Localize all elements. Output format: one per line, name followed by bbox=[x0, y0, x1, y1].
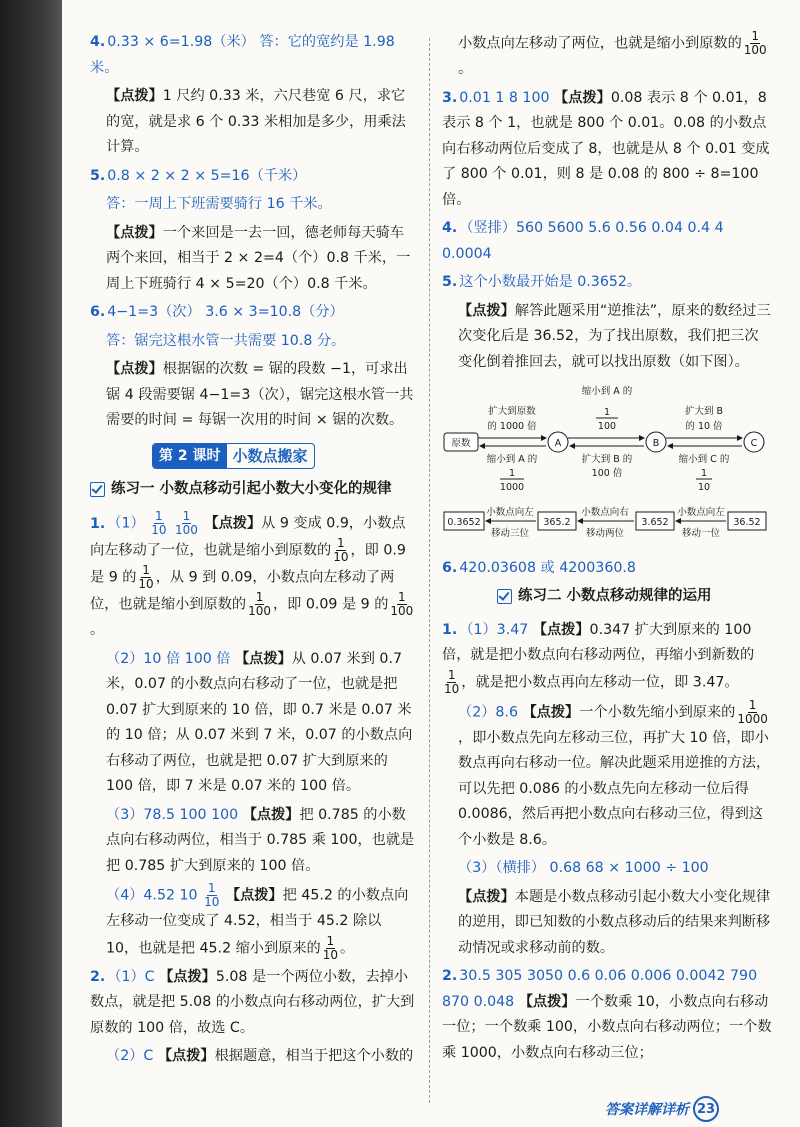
label-top-2-den: 100 bbox=[597, 421, 617, 432]
answer-4: 4. 0.33 × 6=1.98（米） 答：它的宽约是 1.98 米。 bbox=[90, 34, 395, 76]
ex1-answer-1-3: （3）78.5 100 100 【点拨】把 0.785 的小数点向右移动两位，相当于 0.785 乘 100，也就是把 0.785 扩大到原来的 100 倍。 bbox=[106, 806, 415, 874]
answer-6: 6. 4−1=3（次） 3.6 × 3=10.8（分） bbox=[90, 304, 344, 320]
fraction: $\frac{1}{100}$ bbox=[390, 590, 414, 618]
label-bot-1-den: 1000 bbox=[499, 482, 525, 493]
answer-5: 5. 0.8 × 2 × 2 × 5=16（千米） bbox=[90, 167, 307, 184]
label-top-3b: 的 10 倍 bbox=[685, 421, 723, 432]
label-bot-1: 缩小到 A 的 bbox=[486, 454, 538, 465]
label-top-3: 扩大到 B bbox=[684, 406, 724, 417]
fraction: $\frac{1}{100}$ bbox=[248, 590, 271, 618]
ex1-answer-2-1: 2. （1）C 【点拨】5.08 是一个两位小数，去掉小数点，就是把 5.08 的小数点向右移动两位，扩大到原数的 100 倍，故选 C。 bbox=[90, 968, 415, 1036]
exercise-2-heading: 练习二 小数点移动规律的运用 bbox=[497, 584, 772, 610]
book-binding-shadow bbox=[0, 0, 62, 1127]
svg-text:3.652: 3.652 bbox=[641, 517, 669, 528]
answer-5-sentence: 答：一周上下班需要骑行 16 千米。 bbox=[106, 196, 332, 212]
tip-4: 【点拨】1 尺约 0.33 米，六尺巷宽 6 尺，求它的宽，就是求 6 个 0.33 米相加是多少，用乘法计算。 bbox=[106, 88, 406, 155]
label-top-1b: 的 1000 倍 bbox=[487, 421, 537, 432]
svg-text:0.3652: 0.3652 bbox=[447, 517, 481, 528]
label-bot-3-num: 1 bbox=[700, 468, 708, 479]
answer-4: 4. （竖排）560 5600 5.6 0.56 0.04 0.4 4 0.0004 bbox=[442, 220, 724, 262]
fraction: $\frac{1}{10}$ bbox=[151, 509, 167, 537]
label-bot-3-den: 10 bbox=[697, 482, 711, 493]
fraction: $\frac{1}{10}$ bbox=[444, 667, 460, 696]
label-bot-2: 扩大到 B 的 bbox=[581, 454, 633, 465]
fraction: $\frac{1}{10}$ bbox=[138, 563, 154, 591]
lesson-tag: 第 2 课时 bbox=[153, 444, 227, 468]
node-c-label: C bbox=[750, 438, 758, 449]
footer-label: 答案详解详析 bbox=[605, 1102, 689, 1118]
tip-6: 【点拨】根据锯的次数 = 锯的段数 −1，可求出锯 4 段需要锯 4−1=3（次），锯完这根水管一共需要的时间 = 每锯一次用的时间 × 锯的次数。 bbox=[106, 361, 414, 428]
answer-3: 3. 0.01 1 8 100 【点拨】0.08 表示 8 个 0.01，8 表示 8 个 1，也就是 800 个 0.01。0.08 的小数点向右移动两位后变成了 8，也就是从 8 个 0.01 变成了 800 个 0.01，则 8 是 0.08 的 800 ÷ 8=100 倍。 bbox=[442, 89, 770, 208]
right-column bbox=[442, 30, 772, 1069]
page-footer bbox=[605, 1096, 719, 1122]
lesson-heading bbox=[152, 443, 315, 469]
fraction: $\frac{1}{10}$ bbox=[204, 881, 220, 909]
svg-text:移动三位: 移动三位 bbox=[490, 528, 530, 539]
answer-6-sentence: 答：锯完这根水管一共需要 10.8 分。 bbox=[106, 332, 346, 349]
inverse-reasoning-diagram bbox=[442, 384, 768, 542]
fraction: $\frac{1}{100}$ bbox=[174, 509, 198, 537]
svg-text:36.52: 36.52 bbox=[733, 517, 761, 528]
page-number: 23 bbox=[693, 1096, 719, 1122]
svg-text:365.2: 365.2 bbox=[543, 517, 571, 528]
label-top-2-num: 1 bbox=[603, 407, 611, 418]
answer-5: 5. 这个小数最开始是 0.3652。 bbox=[442, 274, 642, 290]
ex2-answer-2: 2. 30.5 305 3050 0.6 0.06 0.006 0.0042 790 870 0.048 【点拨】一个数乘 10，小数点向右移动一位；一个数乘 100，小数点向右移动两位；一个数乘 1000，小数点向右移动三位； bbox=[442, 968, 772, 1061]
ex2-answer-1-2: （2）8.6 【点拨】一个小数先缩小到原来的 $\frac{1}{1000}$ ，即小数点先向左移动三位，再扩大 10 倍，即小数点再向右移动一位。解决此题采用逆推的方法，可以先把 0.086 的小数点先向左移动一位后得 0.0086，然后再把小数点向右移动三位，得到这个小数是 8.6。 bbox=[458, 697, 771, 848]
ex2-tip-1-3: 【点拨】本题是小数点移动引起小数大小变化规律的逆用，即已知数的小数点移动后的结果来判断移动情况或求移动前的数。 bbox=[458, 888, 771, 956]
fraction: $\frac{1}{10}$ bbox=[333, 536, 349, 564]
lesson-title: 小数点搬家 bbox=[232, 446, 308, 465]
fraction: $\frac{1}{10}$ bbox=[322, 933, 339, 962]
svg-text:小数点向左: 小数点向左 bbox=[677, 507, 725, 518]
node-a-label: A bbox=[554, 438, 562, 449]
ex2-answer-1-3: （3）（横排） 0.68 68 × 1000 ÷ 100 bbox=[458, 860, 709, 876]
ex1-answer-1-2: （2）10 倍 100 倍 【点拨】从 0.07 米到 0.7 米，0.07 的小数点向右移动了一位，也就是把 0.07 扩大到原来的 10 倍，即 0.7 米是 0.07 米的 10 倍；从 0.07 米到 7 米，0.07 的小数点向右移动了两位，也就是把 0.07 扩大到原来的 100 倍，即 7 米是 0.07 米的 100 倍。 bbox=[106, 650, 413, 794]
label-bot-1-num: 1 bbox=[508, 468, 516, 479]
svg-text:小数点向右: 小数点向右 bbox=[581, 507, 629, 518]
fraction: $\frac{1}{100}$ bbox=[743, 29, 767, 57]
label-top-1: 扩大到原数 bbox=[488, 406, 536, 417]
continued-text: 小数点向左移动了两位，也就是缩小到原数的 $\frac{1}{100}$ 。 bbox=[458, 29, 767, 77]
svg-text:小数点向左: 小数点向左 bbox=[486, 507, 534, 518]
ex2-answer-1-1: 1. （1）3.47 【点拨】0.347 扩大到原来的 100 倍，就是把小数点向右移动两位，再缩小到新数的 $\frac{1}{10}$ ，就是把小数点再向左移动一位，即 3.47。 bbox=[442, 621, 755, 696]
svg-text:移动一位: 移动一位 bbox=[681, 528, 721, 539]
column-divider bbox=[429, 38, 430, 1103]
left-column bbox=[90, 30, 416, 1073]
ex1-answer-1-4: （4）4.52 10 $\frac{1}{10}$ 【点拨】把 45.2 的小数点向左移动一位变成了 4.52，相当于 45.2 除以 10，也就是把 45.2 缩小到原来的 $\frac{1}{10}$ 。 bbox=[106, 881, 409, 962]
svg-text:移动两位: 移动两位 bbox=[585, 528, 625, 539]
tip-5: 【点拨】解答此题采用“逆推法”，原来的数经过三次变化后是 36.52，为了找出原数，我们把三次变化倒着推回去，就可以找出原数（如下图）。 bbox=[458, 302, 771, 370]
label-bot-3: 缩小到 C 的 bbox=[678, 454, 730, 465]
exercise-1-heading: 练习一 小数点移动引起小数大小变化的规律 bbox=[90, 477, 416, 503]
checkbox-icon bbox=[90, 482, 105, 497]
label-bot-2b: 100 倍 bbox=[591, 468, 623, 479]
node-b-label: B bbox=[652, 438, 660, 449]
ex1-answer-2-2: （2）C 【点拨】根据题意，相当于把这个小数的 bbox=[106, 1048, 414, 1064]
tip-5: 【点拨】一个来回是一去一回，德老师每天骑车两个来回，相当于 2 × 2=4（个）0.8 千米，一周上下班骑行 4 × 5=20（个）0.8 千米。 bbox=[106, 224, 411, 292]
checkbox-icon bbox=[497, 589, 512, 604]
answer-6: 6. 420.03608 或 4200360.8 bbox=[442, 559, 636, 576]
ex1-answer-1-1: 1. （1） $\frac{1}{10}$ $\frac{1}{100}$ 【点拨】从 9 变成 0.9，小数点向左移动了一位，也就是缩小到原数的 $\frac{1}{10}$ ，即 0.9 是 9 的 $\frac{1}{10}$ ，从 9 到 0.09，小数点向左移动了两位，也就是缩小到原数的 $\frac{1}{100}$ ，即 0.09 是 9 的 $\frac{1}{100}$ 。 bbox=[90, 509, 414, 638]
fraction: $\frac{1}{1000}$ bbox=[737, 697, 768, 726]
label-top-2: 缩小到 A 的 bbox=[581, 386, 633, 397]
node-original-label: 原数 bbox=[451, 438, 471, 449]
